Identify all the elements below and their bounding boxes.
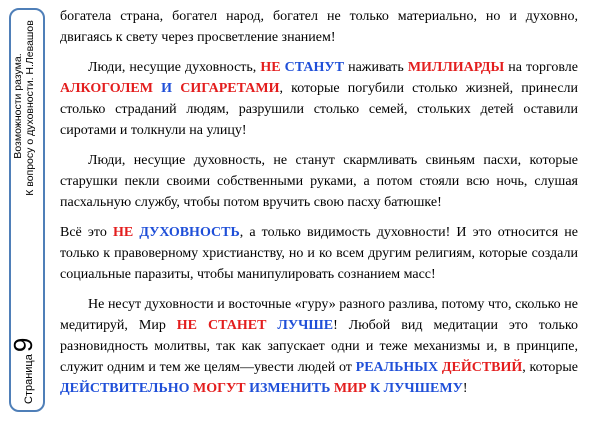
p4-text-a: Всё это bbox=[60, 225, 113, 240]
p4-emph-ne: НЕ bbox=[112, 225, 134, 240]
page-number: 9 bbox=[8, 337, 38, 353]
p2-text-m: , которые погубили столько жизней, принесли столько страданий людям, разрушили столько семей, стольких детей оставили сиротами и толкнули на улицу! bbox=[60, 81, 579, 138]
p5-emph-realnyh: РЕАЛЬНЫХ bbox=[355, 360, 439, 375]
p5-emph-mir: МИР bbox=[333, 381, 367, 396]
p5-emph-izmenit: ИЗМЕНИТЬ bbox=[249, 381, 331, 396]
p5-emph-k: К bbox=[370, 381, 381, 396]
p2-emph-alkogolem: АЛКОГОЛЕМ bbox=[60, 81, 153, 96]
p2-space-3 bbox=[172, 81, 180, 96]
p5-emph-deystvitelno: ДЕЙСТВИТЕЛЬНО bbox=[60, 381, 190, 396]
p2-text-e: наживать bbox=[344, 60, 408, 75]
p4-emph-duhovnost: ДУХОВНОСТЬ bbox=[139, 225, 240, 240]
p5-emph-ne: НЕ bbox=[176, 318, 198, 333]
p5-emph-stanet: СТАНЕТ bbox=[208, 318, 267, 333]
p4-text-e: , а только видимость духовности! И это относится не только к правоверному христианству, но и ко всем другим религиям, которые создали социальные паразиты, чтобы манипулировать сознанием масс! bbox=[60, 225, 579, 282]
p2-emph-milliardy: МИЛЛИАРДЫ bbox=[407, 60, 505, 75]
p2-emph-ne: НЕ bbox=[260, 60, 281, 75]
p5-emph-luchshemu: ЛУЧШЕМУ bbox=[383, 381, 463, 396]
paragraph-4 bbox=[60, 222, 578, 285]
paragraph-3 bbox=[60, 150, 578, 213]
p5-space-1 bbox=[197, 318, 208, 333]
page-label: Страница bbox=[23, 354, 35, 404]
p2-emph-stanut: СТАНУТ bbox=[284, 60, 345, 75]
p5-emph-mogut: МОГУТ bbox=[193, 381, 246, 396]
paragraph-5 bbox=[60, 294, 578, 399]
p2-text-a: Люди, несущие духовность, bbox=[88, 60, 261, 75]
p5-text-g: ! Любой вид медитации это только разновидность молитвы, так как запускает одни и теже механизмы и, в принципе, служит одним и тем же целям—увести людей от bbox=[60, 318, 579, 375]
p5-text-k: , которые bbox=[522, 360, 578, 375]
p1-text: богатела страна, богател народ, богател не только материально, но и духовно, двигаясь к свету через просветление знанием! bbox=[60, 9, 578, 45]
p2-emph-i: И bbox=[161, 81, 173, 96]
page-indicator bbox=[10, 338, 37, 404]
p2-space-2 bbox=[153, 81, 161, 96]
p5-space-2 bbox=[266, 318, 277, 333]
sidebar-subtitle: К вопросу о духовности. Н.Левашов bbox=[24, 20, 36, 196]
p5-emph-luchshe: ЛУЧШЕ bbox=[277, 318, 334, 333]
main-text bbox=[60, 6, 578, 408]
p5-text-a: Не несут духовности и восточные «гуру» разного разлива, потому что, сколько не медитируй, Мир bbox=[60, 297, 578, 333]
p2-text-g: на торговле bbox=[504, 60, 579, 75]
paragraph-1 bbox=[60, 6, 578, 48]
p5-text-end: ! bbox=[462, 381, 468, 396]
p2-emph-sigaretami: СИГАРЕТАМИ bbox=[180, 81, 280, 96]
p3-text: Люди, несущие духовность, не станут скармливать свиньям пасхи, которые старушки пекли своими собственными руками, а потом стояли всю ночь, слушая пасхальную службу, чтобы потом вручить свою пасху батюшке! bbox=[60, 153, 578, 210]
sidebar-title: Возможности разума. bbox=[12, 53, 24, 159]
paragraph-2 bbox=[60, 57, 578, 141]
p5-emph-deystviy: ДЕЙСТВИЙ bbox=[441, 360, 523, 375]
